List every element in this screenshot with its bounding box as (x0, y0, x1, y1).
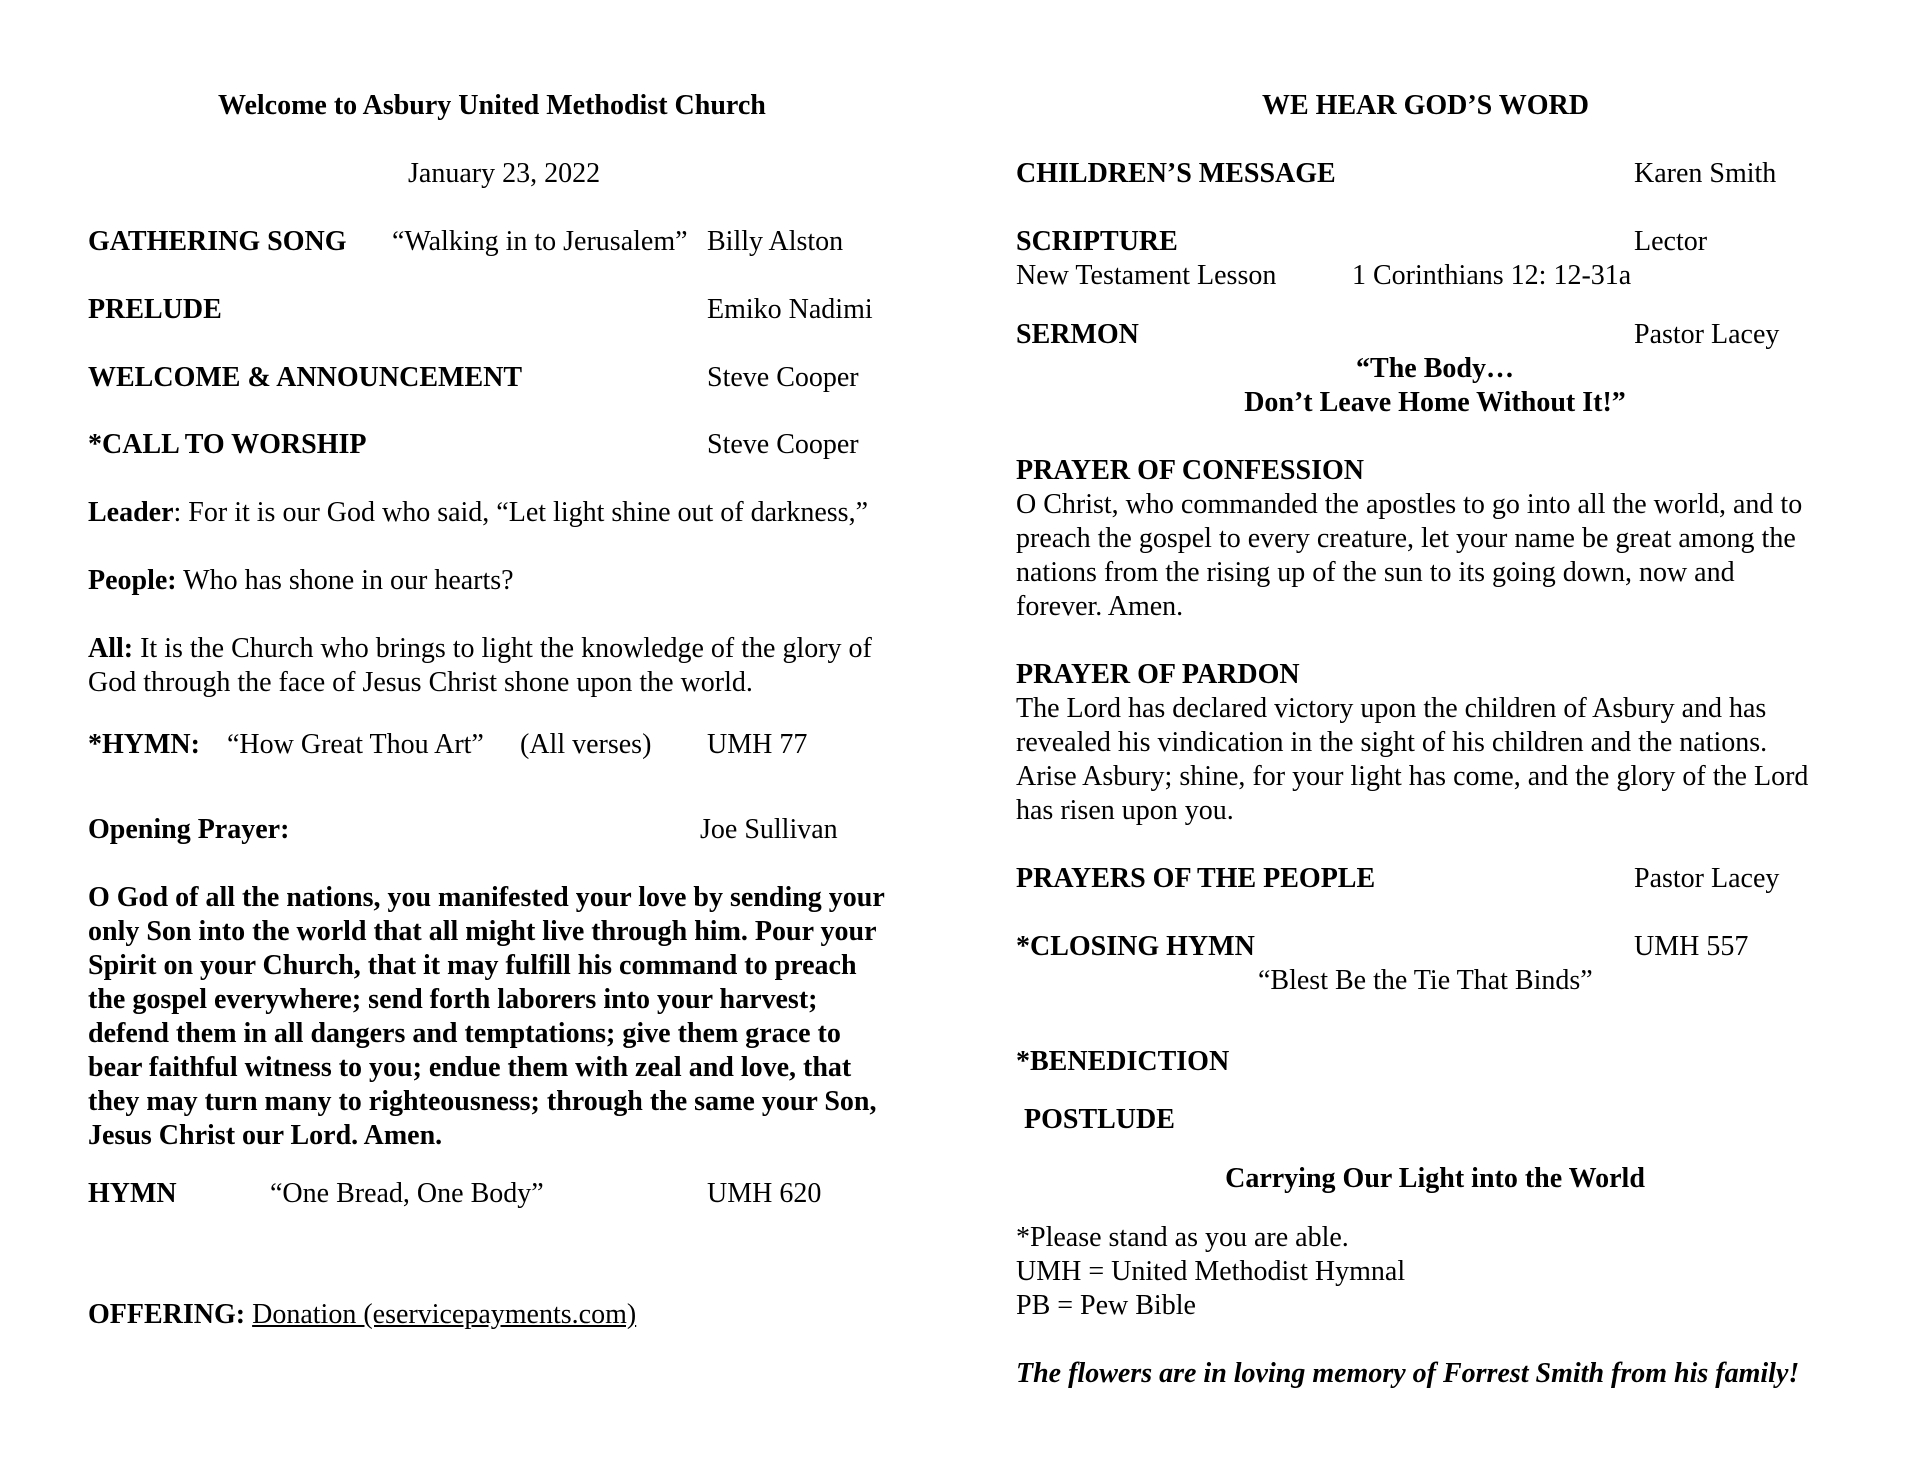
prayer-line: O God of all the nations, you manifested your love by sending your (88, 882, 885, 913)
page-title: Welcome to Asbury United Methodist Church (218, 90, 766, 121)
all-label: All: (88, 633, 134, 664)
gathering-song-label: GATHERING SONG (88, 226, 347, 257)
leader-line (88, 496, 868, 530)
hymn1-label: *HYMN: (88, 729, 200, 760)
hymn2-label: HYMN (88, 1178, 177, 1209)
prelude-label: PRELUDE (88, 294, 222, 325)
opening-prayer-person: Joe Sullivan (700, 814, 838, 845)
benediction-label: *BENEDICTION (1016, 1046, 1230, 1077)
pardon-label: PRAYER OF PARDON (1016, 659, 1300, 690)
call-to-worship-label: *CALL TO WORSHIP (88, 429, 367, 460)
offering-line (88, 1298, 636, 1332)
pardon-line: The Lord has declared victory upon the children of Asbury and has (1016, 693, 1767, 724)
prayer-line: Jesus Christ our Lord. Amen. (88, 1120, 443, 1151)
confession-line: forever. Amen. (1016, 591, 1184, 622)
all-text-line1: It is the Church who brings to light the knowledge of the glory of (133, 633, 872, 664)
pardon-line: revealed his vindication in the sight of his children and the nations. (1016, 727, 1768, 758)
opening-prayer-text (88, 881, 885, 1153)
people-text: Who has shone in our hearts? (176, 565, 514, 596)
prayer-line: defend them in all dangers and temptations; give them grace to (88, 1018, 841, 1049)
opening-prayer-label: Opening Prayer: (88, 814, 290, 845)
prayer-line: only Son into the world that all might live through him. Pour your (88, 916, 877, 947)
hymn1-note: (All verses) (520, 729, 652, 760)
confession-text (1016, 488, 1802, 624)
flowers-dedication: The flowers are in loving memory of Forrest Smith from his family! (1016, 1358, 1800, 1389)
childrens-message-person: Karen Smith (1634, 158, 1777, 189)
hymn1-number: UMH 77 (707, 729, 808, 760)
postlude-label: POSTLUDE (1024, 1104, 1175, 1135)
scripture-reference: 1 Corinthians 12: 12-31a (1352, 260, 1632, 291)
gathering-song-person: Billy Alston (707, 226, 844, 257)
hymn2-number: UMH 620 (707, 1178, 822, 1209)
prayer-line: bear faithful witness to you; endue them with zeal and love, that (88, 1052, 852, 1083)
pardon-text (1016, 692, 1808, 828)
scripture-person: Lector (1634, 226, 1708, 257)
prayers-of-people-label: PRAYERS OF THE PEOPLE (1016, 863, 1376, 894)
sermon-person: Pastor Lacey (1634, 319, 1780, 350)
leader-label: Leader (88, 497, 174, 528)
carrying-heading: Carrying Our Light into the World (1225, 1163, 1645, 1194)
service-date: January 23, 2022 (408, 158, 601, 189)
donation-link[interactable]: Donation (eservicepayments.com) (252, 1299, 637, 1330)
confession-line: nations from the rising up of the sun to its going down, now and (1016, 557, 1735, 588)
call-to-worship-person: Steve Cooper (707, 429, 859, 460)
sermon-title-line2: Don’t Leave Home Without It!” (1244, 387, 1626, 418)
pardon-line: Arise Asbury; shine, for your light has come, and the glory of the Lord (1016, 761, 1809, 792)
hymn2-title: “One Bread, One Body” (270, 1178, 544, 1209)
sermon-label: SERMON (1016, 319, 1139, 350)
closing-hymn-number: UMH 557 (1634, 931, 1749, 962)
prayer-line: they may turn many to righteousness; through the same your Son, (88, 1086, 877, 1117)
all-text-line2: God through the face of Jesus Christ shone upon the world. (88, 667, 753, 698)
leader-text: : For it is our God who said, “Let light shine out of darkness,” (173, 497, 868, 528)
sermon-title-line1: “The Body… (1356, 353, 1514, 384)
prayer-line: the gospel everywhere; send forth laborers into your harvest; (88, 984, 818, 1015)
confession-label: PRAYER OF CONFESSION (1016, 455, 1364, 486)
prayers-of-people-person: Pastor Lacey (1634, 863, 1780, 894)
scripture-label: SCRIPTURE (1016, 226, 1178, 257)
gathering-song-title: “Walking in to Jerusalem” (392, 226, 688, 257)
all-line (88, 632, 872, 666)
confession-line: O Christ, who commanded the apostles to go into all the world, and to (1016, 489, 1803, 520)
people-line (88, 564, 514, 598)
people-label: People: (88, 565, 177, 596)
welcome-person: Steve Cooper (707, 362, 859, 393)
closing-hymn-label: *CLOSING HYMN (1016, 931, 1255, 962)
note-line: PB = Pew Bible (1016, 1290, 1196, 1321)
prelude-person: Emiko Nadimi (707, 294, 873, 325)
legend-notes (1016, 1221, 1405, 1323)
hymn1-title: “How Great Thou Art” (227, 729, 484, 760)
confession-line: preach the gospel to every creature, let your name be great among the (1016, 523, 1796, 554)
section-title: WE HEAR GOD’S WORD (1262, 90, 1589, 121)
offering-label: OFFERING: (88, 1299, 246, 1330)
note-line: UMH = United Methodist Hymnal (1016, 1256, 1406, 1287)
childrens-message-label: CHILDREN’S MESSAGE (1016, 158, 1336, 189)
welcome-label: WELCOME & ANNOUNCEMENT (88, 362, 523, 393)
prayer-line: Spirit on your Church, that it may fulfill his command to preach (88, 950, 857, 981)
closing-hymn-title: “Blest Be the Tie That Binds” (1258, 965, 1593, 996)
pardon-line: has risen upon you. (1016, 795, 1234, 826)
scripture-lesson: New Testament Lesson (1016, 260, 1277, 291)
note-line: *Please stand as you are able. (1016, 1222, 1349, 1253)
